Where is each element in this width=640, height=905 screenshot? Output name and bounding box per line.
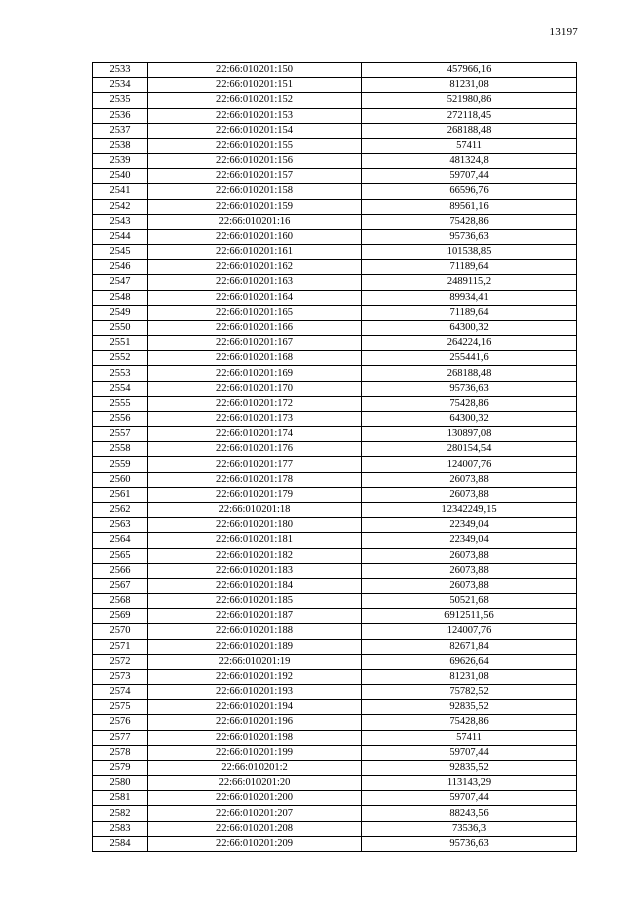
- cadastral-number-cell: 22:66:010201:209: [148, 836, 362, 851]
- cadastral-number-cell: 22:66:010201:166: [148, 320, 362, 335]
- row-number-cell: 2559: [93, 457, 148, 472]
- row-number-cell: 2545: [93, 245, 148, 260]
- cadastral-number-cell: 22:66:010201:18: [148, 502, 362, 517]
- row-number-cell: 2571: [93, 639, 148, 654]
- row-number-cell: 2542: [93, 199, 148, 214]
- cadastral-number-cell: 22:66:010201:188: [148, 624, 362, 639]
- cadastral-value-cell: 59707,44: [362, 745, 577, 760]
- row-number-cell: 2549: [93, 305, 148, 320]
- cadastral-number-cell: 22:66:010201:181: [148, 533, 362, 548]
- table-row: [93, 502, 577, 517]
- table-row: [93, 654, 577, 669]
- table-row: [93, 472, 577, 487]
- row-number-cell: 2578: [93, 745, 148, 760]
- row-number-cell: 2554: [93, 381, 148, 396]
- cadastral-number-cell: 22:66:010201:161: [148, 245, 362, 260]
- table-row: [93, 685, 577, 700]
- cadastral-value-cell: 130897,08: [362, 427, 577, 442]
- cadastral-value-cell: 6912511,56: [362, 609, 577, 624]
- table-row: [93, 78, 577, 93]
- row-number-cell: 2550: [93, 320, 148, 335]
- table-row: [93, 821, 577, 836]
- table-row: [93, 487, 577, 502]
- table-row: [93, 275, 577, 290]
- table-row: [93, 533, 577, 548]
- cadastral-value-cell: 272118,45: [362, 108, 577, 123]
- row-number-cell: 2572: [93, 654, 148, 669]
- cadastral-number-cell: 22:66:010201:167: [148, 336, 362, 351]
- cadastral-value-cell: 59707,44: [362, 791, 577, 806]
- table-row: [93, 229, 577, 244]
- table-row: [93, 351, 577, 366]
- table-row: [93, 639, 577, 654]
- row-number-cell: 2569: [93, 609, 148, 624]
- row-number-cell: 2553: [93, 366, 148, 381]
- cadastral-number-cell: 22:66:010201:2: [148, 760, 362, 775]
- cadastral-number-cell: 22:66:010201:16: [148, 214, 362, 229]
- table-row: [93, 700, 577, 715]
- row-number-cell: 2563: [93, 518, 148, 533]
- row-number-cell: 2567: [93, 578, 148, 593]
- row-number-cell: 2565: [93, 548, 148, 563]
- row-number-cell: 2544: [93, 229, 148, 244]
- cadastral-value-cell: 124007,76: [362, 624, 577, 639]
- row-number-cell: 2575: [93, 700, 148, 715]
- table-row: [93, 260, 577, 275]
- table-row: [93, 715, 577, 730]
- row-number-cell: 2538: [93, 138, 148, 153]
- cadastral-value-cell: 59707,44: [362, 169, 577, 184]
- cadastral-number-cell: 22:66:010201:194: [148, 700, 362, 715]
- table-row: [93, 457, 577, 472]
- table-row: [93, 184, 577, 199]
- cadastral-number-cell: 22:66:010201:163: [148, 275, 362, 290]
- cadastral-value-cell: 268188,48: [362, 366, 577, 381]
- cadastral-value-cell: 50521,68: [362, 594, 577, 609]
- cadastral-value-cell: 2489115,2: [362, 275, 577, 290]
- cadastral-value-cell: 26073,88: [362, 563, 577, 578]
- cadastral-value-cell: 66596,76: [362, 184, 577, 199]
- row-number-cell: 2579: [93, 760, 148, 775]
- row-number-cell: 2568: [93, 594, 148, 609]
- cadastral-number-cell: 22:66:010201:165: [148, 305, 362, 320]
- cadastral-value-cell: 57411: [362, 730, 577, 745]
- cadastral-number-cell: 22:66:010201:189: [148, 639, 362, 654]
- cadastral-number-cell: 22:66:010201:154: [148, 123, 362, 138]
- table-row: [93, 381, 577, 396]
- cadastral-number-cell: 22:66:010201:19: [148, 654, 362, 669]
- cadastral-number-cell: 22:66:010201:177: [148, 457, 362, 472]
- cadastral-number-cell: 22:66:010201:157: [148, 169, 362, 184]
- table-row: [93, 518, 577, 533]
- row-number-cell: 2580: [93, 776, 148, 791]
- cadastral-number-cell: 22:66:010201:156: [148, 154, 362, 169]
- cadastral-number-cell: 22:66:010201:172: [148, 396, 362, 411]
- row-number-cell: 2537: [93, 123, 148, 138]
- cadastral-value-cell: 95736,63: [362, 229, 577, 244]
- table-row: [93, 806, 577, 821]
- cadastral-number-cell: 22:66:010201:151: [148, 78, 362, 93]
- row-number-cell: 2584: [93, 836, 148, 851]
- row-number-cell: 2556: [93, 411, 148, 426]
- cadastral-number-cell: 22:66:010201:198: [148, 730, 362, 745]
- row-number-cell: 2552: [93, 351, 148, 366]
- cadastral-value-cell: 69626,64: [362, 654, 577, 669]
- table-row: [93, 169, 577, 184]
- cadastral-value-cell: 268188,48: [362, 123, 577, 138]
- row-number-cell: 2541: [93, 184, 148, 199]
- cadastral-value-cell: 113143,29: [362, 776, 577, 791]
- row-number-cell: 2543: [93, 214, 148, 229]
- table-row: [93, 669, 577, 684]
- table-row: [93, 442, 577, 457]
- cadastral-number-cell: 22:66:010201:155: [148, 138, 362, 153]
- cadastral-number-cell: 22:66:010201:162: [148, 260, 362, 275]
- cadastral-number-cell: 22:66:010201:185: [148, 594, 362, 609]
- cadastral-value-cell: 81231,08: [362, 78, 577, 93]
- row-number-cell: 2566: [93, 563, 148, 578]
- cadastral-value-cell: 280154,54: [362, 442, 577, 457]
- cadastral-number-cell: 22:66:010201:200: [148, 791, 362, 806]
- row-number-cell: 2557: [93, 427, 148, 442]
- table-row: [93, 63, 577, 78]
- table-row: [93, 411, 577, 426]
- cadastral-value-cell: 12342249,15: [362, 502, 577, 517]
- cadastral-value-cell: 75782,52: [362, 685, 577, 700]
- cadastral-value-cell: 124007,76: [362, 457, 577, 472]
- row-number-cell: 2534: [93, 78, 148, 93]
- cadastral-value-cell: 26073,88: [362, 472, 577, 487]
- table-row: [93, 199, 577, 214]
- table-row: [93, 578, 577, 593]
- cadastral-value-cell: 64300,32: [362, 320, 577, 335]
- cadastral-number-cell: 22:66:010201:192: [148, 669, 362, 684]
- cadastral-value-cell: 92835,52: [362, 760, 577, 775]
- table-row: [93, 563, 577, 578]
- table-row: [93, 776, 577, 791]
- row-number-cell: 2533: [93, 63, 148, 78]
- cadastral-number-cell: 22:66:010201:208: [148, 821, 362, 836]
- table-row: [93, 624, 577, 639]
- cadastral-value-cell: 521980,86: [362, 93, 577, 108]
- cadastral-number-cell: 22:66:010201:174: [148, 427, 362, 442]
- table-row: [93, 123, 577, 138]
- cadastral-number-cell: 22:66:010201:196: [148, 715, 362, 730]
- cadastral-number-cell: 22:66:010201:170: [148, 381, 362, 396]
- cadastral-number-cell: 22:66:010201:160: [148, 229, 362, 244]
- table-row: [93, 245, 577, 260]
- row-number-cell: 2555: [93, 396, 148, 411]
- cadastral-value-cell: 73536,3: [362, 821, 577, 836]
- cadastral-number-cell: 22:66:010201:173: [148, 411, 362, 426]
- cadastral-number-cell: 22:66:010201:159: [148, 199, 362, 214]
- row-number-cell: 2570: [93, 624, 148, 639]
- row-number-cell: 2547: [93, 275, 148, 290]
- cadastral-value-table: [92, 62, 577, 852]
- cadastral-value-cell: 255441,6: [362, 351, 577, 366]
- table-row: [93, 396, 577, 411]
- cadastral-number-cell: 22:66:010201:168: [148, 351, 362, 366]
- row-number-cell: 2564: [93, 533, 148, 548]
- cadastral-number-cell: 22:66:010201:20: [148, 776, 362, 791]
- cadastral-number-cell: 22:66:010201:199: [148, 745, 362, 760]
- cadastral-number-cell: 22:66:010201:187: [148, 609, 362, 624]
- cadastral-number-cell: 22:66:010201:207: [148, 806, 362, 821]
- cadastral-number-cell: 22:66:010201:158: [148, 184, 362, 199]
- table-row: [93, 427, 577, 442]
- row-number-cell: 2535: [93, 93, 148, 108]
- table-row: [93, 214, 577, 229]
- cadastral-value-cell: 64300,32: [362, 411, 577, 426]
- cadastral-value-cell: 75428,86: [362, 396, 577, 411]
- cadastral-value-cell: 89561,16: [362, 199, 577, 214]
- cadastral-number-cell: 22:66:010201:182: [148, 548, 362, 563]
- cadastral-value-cell: 101538,85: [362, 245, 577, 260]
- page-number: 13197: [549, 26, 578, 38]
- cadastral-value-cell: 75428,86: [362, 715, 577, 730]
- cadastral-number-cell: 22:66:010201:176: [148, 442, 362, 457]
- cadastral-value-cell: 95736,63: [362, 381, 577, 396]
- table-row: [93, 320, 577, 335]
- row-number-cell: 2551: [93, 336, 148, 351]
- cadastral-number-cell: 22:66:010201:193: [148, 685, 362, 700]
- table-row: [93, 290, 577, 305]
- row-number-cell: 2574: [93, 685, 148, 700]
- cadastral-value-cell: 95736,63: [362, 836, 577, 851]
- table-row: [93, 108, 577, 123]
- cadastral-number-cell: 22:66:010201:164: [148, 290, 362, 305]
- cadastral-value-cell: 89934,41: [362, 290, 577, 305]
- table-row: [93, 154, 577, 169]
- table-row: [93, 305, 577, 320]
- row-number-cell: 2581: [93, 791, 148, 806]
- cadastral-value-cell: 57411: [362, 138, 577, 153]
- cadastral-number-cell: 22:66:010201:183: [148, 563, 362, 578]
- table-row: [93, 594, 577, 609]
- cadastral-value-cell: 481324,8: [362, 154, 577, 169]
- cadastral-number-cell: 22:66:010201:169: [148, 366, 362, 381]
- cadastral-value-cell: 26073,88: [362, 578, 577, 593]
- table-row: [93, 730, 577, 745]
- cadastral-value-cell: 81231,08: [362, 669, 577, 684]
- cadastral-value-cell: 26073,88: [362, 487, 577, 502]
- cadastral-value-cell: 82671,84: [362, 639, 577, 654]
- cadastral-number-cell: 22:66:010201:150: [148, 63, 362, 78]
- cadastral-value-cell: 26073,88: [362, 548, 577, 563]
- row-number-cell: 2536: [93, 108, 148, 123]
- cadastral-number-cell: 22:66:010201:152: [148, 93, 362, 108]
- cadastral-number-cell: 22:66:010201:180: [148, 518, 362, 533]
- table-row: [93, 609, 577, 624]
- cadastral-value-cell: 92835,52: [362, 700, 577, 715]
- table-row: [93, 138, 577, 153]
- cadastral-value-cell: 71189,64: [362, 305, 577, 320]
- cadastral-number-cell: 22:66:010201:179: [148, 487, 362, 502]
- row-number-cell: 2558: [93, 442, 148, 457]
- cadastral-number-cell: 22:66:010201:153: [148, 108, 362, 123]
- cadastral-value-cell: 75428,86: [362, 214, 577, 229]
- row-number-cell: 2573: [93, 669, 148, 684]
- cadastral-number-cell: 22:66:010201:178: [148, 472, 362, 487]
- row-number-cell: 2561: [93, 487, 148, 502]
- cadastral-number-cell: 22:66:010201:184: [148, 578, 362, 593]
- cadastral-value-cell: 88243,56: [362, 806, 577, 821]
- table-row: [93, 548, 577, 563]
- row-number-cell: 2577: [93, 730, 148, 745]
- table-row: [93, 791, 577, 806]
- row-number-cell: 2539: [93, 154, 148, 169]
- table-row: [93, 836, 577, 851]
- row-number-cell: 2560: [93, 472, 148, 487]
- row-number-cell: 2540: [93, 169, 148, 184]
- row-number-cell: 2582: [93, 806, 148, 821]
- table-row: [93, 745, 577, 760]
- row-number-cell: 2562: [93, 502, 148, 517]
- table-body: [93, 63, 577, 852]
- table-row: [93, 93, 577, 108]
- row-number-cell: 2576: [93, 715, 148, 730]
- cadastral-value-cell: 71189,64: [362, 260, 577, 275]
- row-number-cell: 2583: [93, 821, 148, 836]
- table-row: [93, 366, 577, 381]
- cadastral-value-cell: 22349,04: [362, 518, 577, 533]
- row-number-cell: 2548: [93, 290, 148, 305]
- cadastral-value-cell: 457966,16: [362, 63, 577, 78]
- row-number-cell: 2546: [93, 260, 148, 275]
- cadastral-value-cell: 22349,04: [362, 533, 577, 548]
- cadastral-value-cell: 264224,16: [362, 336, 577, 351]
- table-row: [93, 336, 577, 351]
- table-row: [93, 760, 577, 775]
